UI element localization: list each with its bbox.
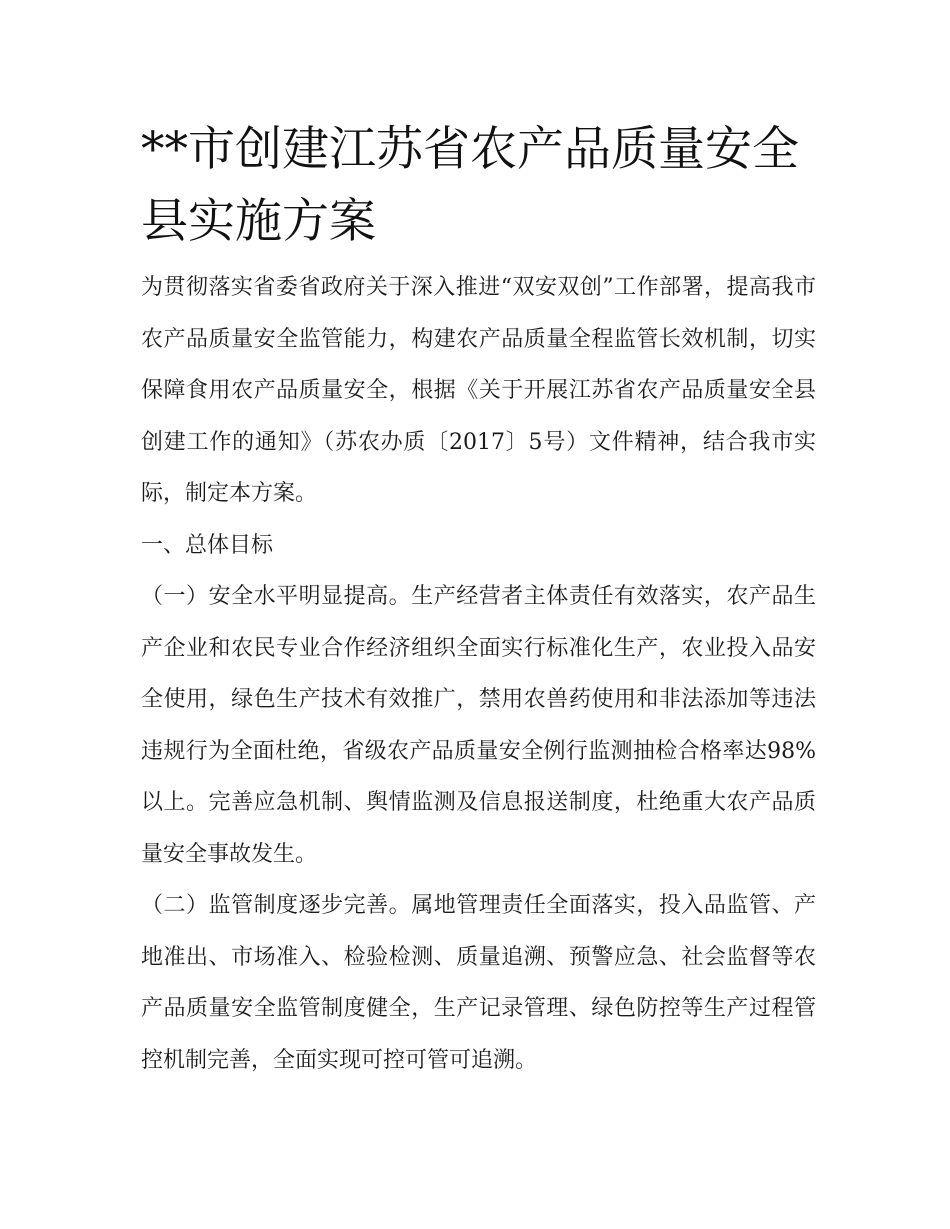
goal-item-1-paragraph: （一）安全水平明显提高。生产经营者主体责任有效落实，农产品生产企业和农民专业合作经济组织全面实行标准化生产，农业投入品安全使用，绿色生产技术有效推广，禁用农兽药使用和非法添加等违法违规行为全面杜绝，省级农产品质量安全例行监测抽检合格率达98%以上。完善应急机制、舆情监测及信息报送制度，杜绝重大农产品质量安全事故发生。 <box>141 584 816 867</box>
document-body <box>141 114 816 1086</box>
section-heading-overall-goals: 一、总体目标 <box>141 532 274 558</box>
document-title: **市创建江苏省农产品质量安全县实施方案 <box>141 122 799 249</box>
goal-item-2-paragraph: （二）监管制度逐步完善。属地管理责任全面落实，投入品监管、产地准出、市场准入、检验检测、质量追溯、预警应急、社会监督等农产品质量安全监管制度健全，生产记录管理、绿色防控等生产过程管控机制完善，全面实现可控可管可追溯。 <box>141 893 816 1073</box>
intro-paragraph: 为贯彻落实省委省政府关于深入推进“双安双创”工作部署，提高我市农产品质量安全监管能力，构建农产品质量全程监管长效机制，切实保障食用农产品质量安全，根据《关于开展江苏省农产品质量安全县创建工作的通知》（苏农办质〔2017〕5号）文件精神，结合我市实际，制定本方案。 <box>141 275 816 506</box>
